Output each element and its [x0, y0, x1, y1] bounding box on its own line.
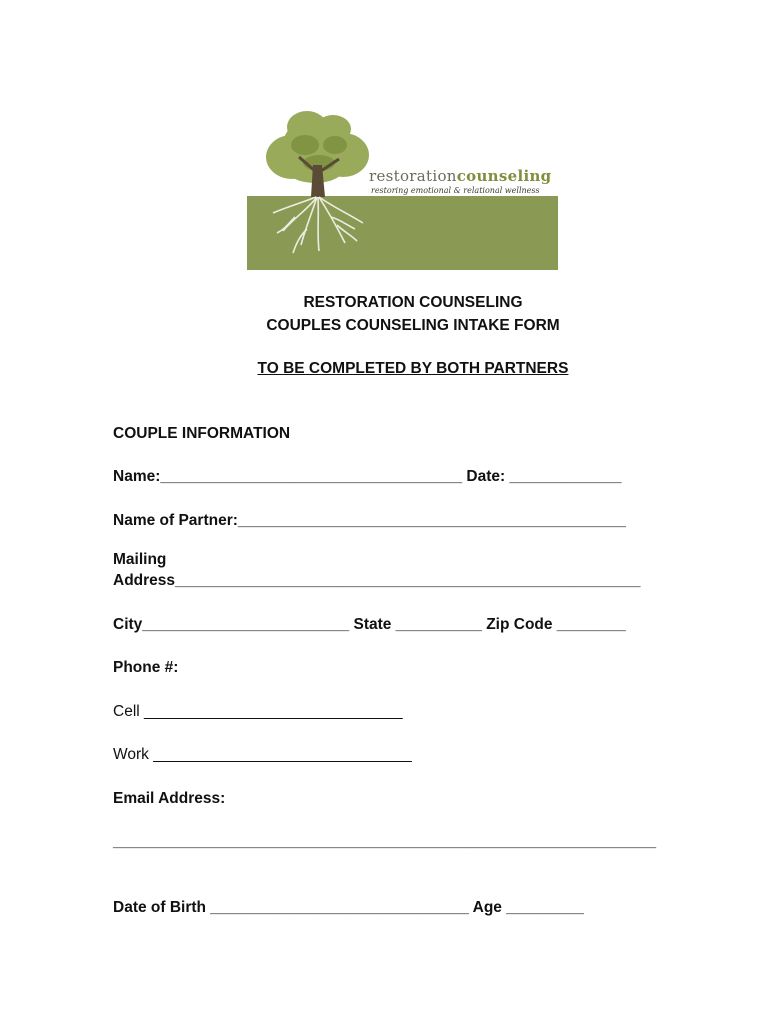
- org-heading: RESTORATION COUNSELING: [303, 294, 523, 311]
- mailing-label: Mailing: [113, 551, 167, 568]
- partner-name-field[interactable]: Name of Partner:_____________________________________________: [113, 512, 626, 529]
- logo-wordmark: [369, 167, 551, 185]
- instruction-heading: TO BE COMPLETED BY BOTH PARTNERS: [257, 360, 569, 377]
- form-title: COUPLES COUNSELING INTAKE FORM: [266, 317, 560, 334]
- work-phone-field[interactable]: Work ______________________________: [113, 746, 412, 763]
- restoration-counseling-logo: [247, 105, 558, 270]
- name-date-field[interactable]: Name:___________________________________ Date: _____________: [113, 468, 622, 485]
- cell-phone-field[interactable]: Cell ______________________________: [113, 703, 403, 720]
- email-address-field[interactable]: _______________________________________________________________: [113, 833, 657, 850]
- mailing-address-field[interactable]: Address______________________________________________________: [113, 572, 641, 589]
- city-state-zip-field[interactable]: City________________________ State __________ Zip Code ________: [113, 616, 626, 633]
- logo-brand-part1: restoration: [369, 167, 457, 185]
- logo-brand-part2: counseling: [456, 167, 552, 185]
- dob-age-field[interactable]: Date of Birth ______________________________ Age _________: [113, 899, 584, 916]
- email-label: Email Address:: [113, 790, 226, 807]
- phone-label: Phone #:: [113, 659, 179, 676]
- logo-tagline: restoring emotional & relational wellness: [371, 186, 540, 195]
- section-title: COUPLE INFORMATION: [113, 425, 291, 442]
